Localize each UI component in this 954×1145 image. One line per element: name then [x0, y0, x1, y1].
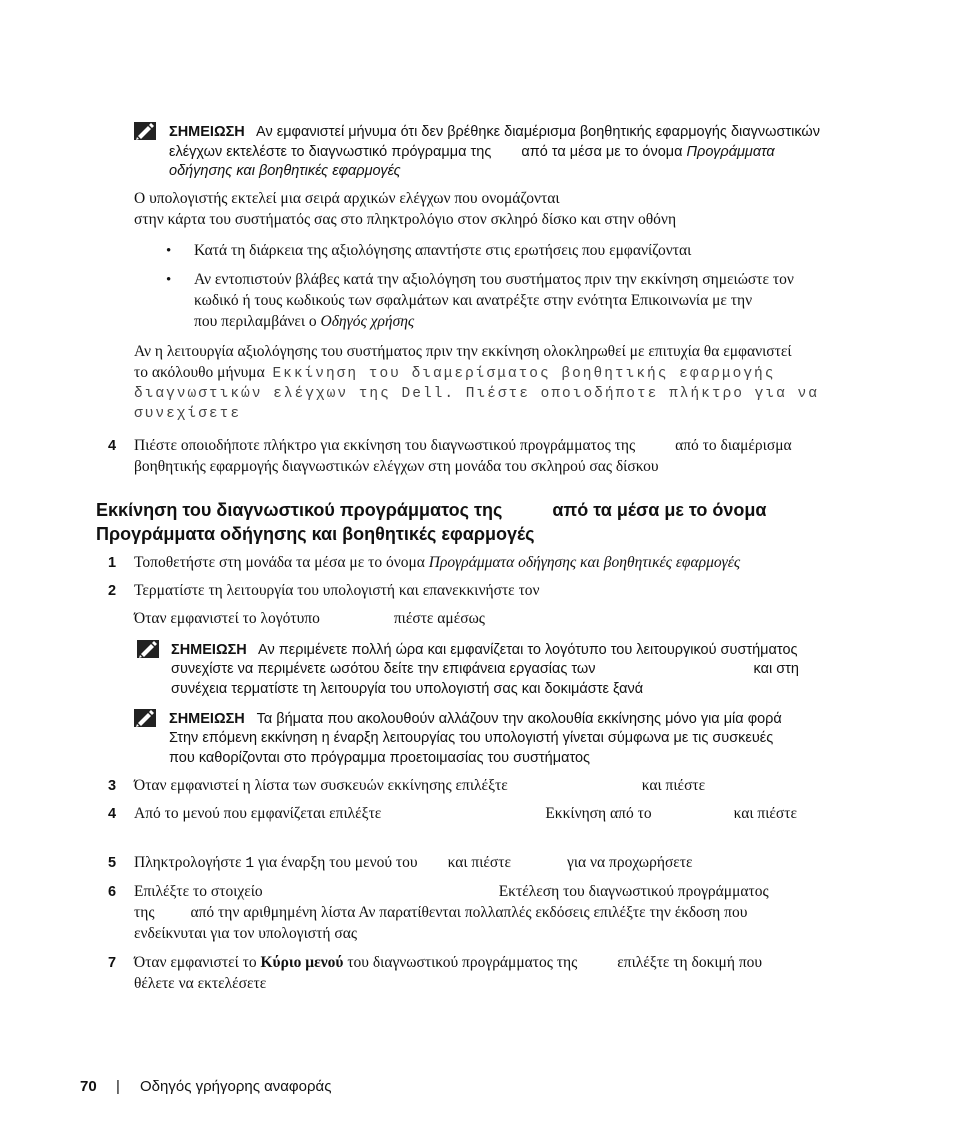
note2-line1: ΣΗΜΕΙΩΣΗ Αν περιμένετε πολλή ώρα και εμφανίζεται το λογότυπο του λειτουργικού συστήματος — [171, 642, 798, 658]
bullet-dot: • — [166, 243, 172, 259]
step2-sub: Όταν εμφανιστεί το λογότυπο πιέστε αμέσως — [134, 610, 485, 627]
note3-line2: Στην επόμενη εκκίνηση η έναρξη λειτουργίας του υπολογιστή γίνεται σύμφωνα με τις συσκευές — [169, 730, 774, 746]
pencil-note-icon — [137, 640, 159, 658]
step-number: 5 — [108, 855, 117, 871]
note2-line2: συνεχίστε να περιμένετε ωσότου δείτε την επιφάνεια εργασίας των και στη — [171, 661, 799, 677]
step4-text: Από το μενού που εμφανίζεται επιλέξτε Εκκίνηση από το και πιέστε — [134, 805, 798, 822]
step-number: 6 — [108, 884, 117, 900]
para2-line2: το ακόλουθο μήνυμα Εκκίνηση του διαμερίσματος βοηθητικής εφαρμογής — [134, 364, 776, 382]
para1-line2: στην κάρτα του συστήματός σας στο πληκτρολόγιο στον σκληρό δίσκο και στην οθόνη — [134, 211, 677, 228]
step-number: 7 — [108, 955, 117, 971]
footer-separator: | — [116, 1078, 120, 1095]
step1-text: Τοποθετήστε στη μονάδα τα μέσα με το όνομα Προγράμματα οδήγησης και βοηθητικές εφαρμογές — [134, 554, 741, 571]
pencil-note-icon — [134, 709, 156, 727]
note3-label: ΣΗΜΕΙΩΣΗ — [169, 711, 245, 727]
step7-line2: θέλετε να εκτελέσετε — [134, 975, 267, 992]
para2-mono2: διαγνωστικών ελέγχων της Dell. Πιέστε οποιοδήποτε πλήκτρο για να — [134, 386, 819, 402]
note3-line3: που καθορίζονται στο πρόγραμμα προετοιμασίας του συστήματος — [169, 750, 591, 766]
bullet-dot: • — [166, 272, 172, 288]
note1-label: ΣΗΜΕΙΩΣΗ — [169, 124, 245, 140]
step6-line3: ενδείκνυται για τον υπολογιστή σας — [134, 925, 357, 942]
step4a-line2: βοηθητικής εφαρμογής διαγνωστικών ελέγχων στη μονάδα του σκληρού σας δίσκου — [134, 458, 659, 475]
step4a-line1: Πιέστε οποιοδήποτε πλήκτρο για εκκίνηση του διαγνωστικού προγράμματος της από το διαμέρισμα — [134, 437, 792, 454]
note1-line2: ελέγχων εκτελέστε το διαγνωστικό πρόγραμμα της από τα μέσα με το όνομα Προγράμματα — [169, 144, 775, 160]
section-heading-line2: Προγράμματα οδήγησης και βοηθητικές εφαρμογές — [96, 524, 535, 544]
step2-text: Τερματίστε τη λειτουργία του υπολογιστή και επανεκκινήστε τον — [134, 582, 540, 599]
step7-line1: Όταν εμφανιστεί το Κύριο μενού του διαγνωστικού προγράμματος της επιλέξτε τη δοκιμή που — [134, 954, 763, 971]
step-number: 3 — [108, 778, 117, 794]
bullet1: Κατά τη διάρκεια της αξιολόγησης απαντήστε στις ερωτήσεις που εμφανίζονται — [194, 242, 692, 259]
step-number: 4 — [108, 438, 117, 454]
note2-label: ΣΗΜΕΙΩΣΗ — [171, 642, 247, 658]
page-number: 70 — [80, 1078, 97, 1095]
bullet2-line2: κωδικό ή τους κωδικούς των σφαλμάτων και ανατρέξτε στην ενότητα Επικοινωνία με την — [194, 292, 753, 309]
note1-line1: ΣΗΜΕΙΩΣΗ Αν εμφανιστεί μήνυμα ότι δεν βρέθηκε διαμέρισμα βοηθητικής εφαρμογής διαγνωστικών — [169, 124, 820, 140]
bullet2-line3: που περιλαμβάνει ο Οδηγός χρήσης — [194, 313, 415, 330]
step3-text: Όταν εμφανιστεί η λίστα των συσκευών εκκίνησης επιλέξτε και πιέστε — [134, 777, 706, 794]
para2-mono3: συνεχίσετε — [134, 406, 242, 422]
step5-text: Πληκτρολογήστε 1 για έναρξη του μενού του και πιέστε για να προχωρήσετε — [134, 854, 693, 872]
step6-line2: της από την αριθμημένη λίστα Αν παρατίθενται πολλαπλές εκδόσεις επιλέξτε την έκδοση που — [134, 904, 748, 921]
para2-line1: Αν η λειτουργία αξιολόγησης του συστήματος πριν την εκκίνηση ολοκληρωθεί με επιτυχία θα εμφανιστεί — [134, 343, 792, 360]
note1-line3: οδήγησης και βοηθητικές εφαρμογές — [169, 163, 401, 179]
step-number: 2 — [108, 583, 117, 599]
step-number: 4 — [108, 806, 117, 822]
para1-line1: Ο υπολογιστής εκτελεί μια σειρά αρχικών ελέγχων που ονομάζονται — [134, 190, 560, 207]
section-heading-line1: Εκκίνηση του διαγνωστικού προγράμματος της από τα μέσα με το όνομα — [96, 500, 767, 520]
note3-line1: ΣΗΜΕΙΩΣΗ Τα βήματα που ακολουθούν αλλάζουν την ακολουθία εκκίνησης μόνο για μία φορά — [169, 711, 782, 727]
note2-line3: συνέχεια τερματίστε τη λειτουργία του υπολογιστή σας και δοκιμάστε ξανά — [171, 681, 644, 697]
pencil-note-icon — [134, 122, 156, 140]
step-number: 1 — [108, 555, 117, 571]
step6-line1: Επιλέξτε το στοιχείο Εκτέλεση του διαγνωστικού προγράμματος — [134, 883, 769, 900]
footer-title: Οδηγός γρήγορης αναφοράς — [140, 1078, 332, 1095]
bullet2-line1: Αν εντοπιστούν βλάβες κατά την αξιολόγηση του συστήματος πριν την εκκίνηση σημειώστε τον — [194, 271, 794, 288]
